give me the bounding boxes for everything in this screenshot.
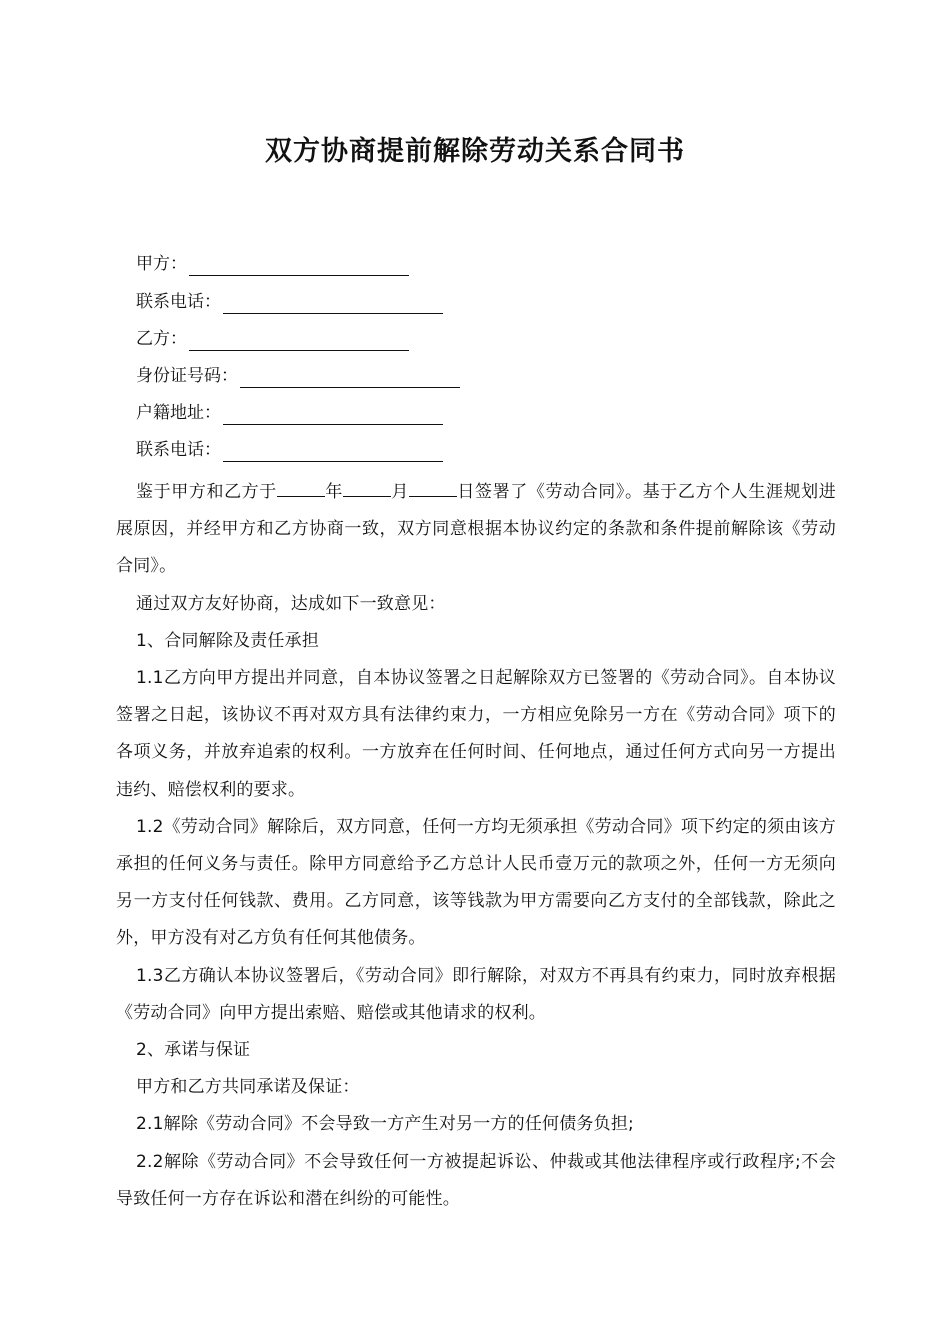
party-b-field — [136, 327, 409, 351]
field-label: 户籍地址： — [136, 403, 221, 423]
field-label: 甲方： — [136, 254, 187, 274]
field-label: 联系电话： — [136, 292, 221, 312]
party-a-phone-field — [136, 290, 443, 314]
clause-1-2: 1.2《劳动合同》解除后，双方同意，任何一方均无须承担《劳动合同》项下约定的须由该方承担的任何义务与责任。除甲方同意给予乙方总计人民币壹万元的款项之外，任何一方无须向另一方支付任何钱款、费用。乙方同意，该等钱款为甲方需要向乙方支付的全部钱款，除此之外，甲方没有对乙方负有任何其他债务。 — [116, 816, 836, 949]
clause-1-3: 1.3乙方确认本协议签署后，《劳动合同》即行解除，对双方不再具有约束力，同时放弃根据《劳动合同》向甲方提出索赔、赔偿或其他请求的权利。 — [116, 965, 836, 1023]
year-label: 年 — [324, 482, 343, 502]
year-blank[interactable] — [277, 478, 325, 497]
party-a-field — [136, 252, 409, 276]
fill-in-line[interactable] — [223, 295, 443, 314]
field-label: 乙方： — [136, 329, 187, 349]
fill-in-line[interactable] — [223, 406, 443, 425]
fill-in-line[interactable] — [240, 369, 460, 388]
clause-2-1: 2.1解除《劳动合同》不会导致一方产生对另一方的任何债务负担; — [136, 1114, 634, 1135]
day-blank[interactable] — [409, 478, 457, 497]
document-title: 双方协商提前解除劳动关系合同书 — [265, 136, 685, 167]
field-label: 联系电话： — [136, 440, 221, 460]
section-heading: 2、承诺与保证 — [136, 1040, 251, 1061]
field-label: 身份证号码： — [136, 366, 238, 386]
section-heading: 1、合同解除及责任承担 — [136, 630, 320, 651]
household-address-field — [136, 401, 443, 425]
paragraph: 通过双方友好协商，达成如下一致意见： — [136, 593, 446, 614]
paragraph: 甲方和乙方共同承诺及保证： — [136, 1077, 360, 1098]
intro-text: 日签署了《劳动合同》。基于乙方个人生涯规划进展原因，并经甲方和乙方协商一致，双方同意根据本协议约定的条款和条件提前解除该《劳动合同》。 — [116, 482, 836, 577]
contract-body — [116, 474, 836, 1218]
intro-paragraph — [116, 474, 836, 586]
id-number-field — [136, 364, 460, 388]
party-b-phone-field — [136, 438, 443, 462]
clause-1-1: 1.1乙方向甲方提出并同意，自本协议签署之日起解除双方已签署的《劳动合同》。自本协议签署之日起，该协议不再对双方具有法律约束力，一方相应免除另一方在《劳动合同》项下的各项义务，并放弃追索的权利。一方放弃在任何时间、任何地点，通过任何方式向另一方提出违约、赔偿权利的要求。 — [116, 668, 836, 800]
month-label: 月 — [390, 482, 409, 502]
fill-in-line[interactable] — [223, 443, 443, 462]
intro-text: 鉴于甲方和乙方于 — [136, 482, 277, 502]
clause-2-2: 2.2解除《劳动合同》不会导致任何一方被提起诉讼、仲裁或其他法律程序或行政程序;不会导致任何一方存在诉讼和潜在纠纷的可能性。 — [116, 1151, 836, 1209]
fill-in-line[interactable] — [189, 257, 409, 276]
fill-in-line[interactable] — [189, 332, 409, 351]
month-blank[interactable] — [343, 478, 391, 497]
